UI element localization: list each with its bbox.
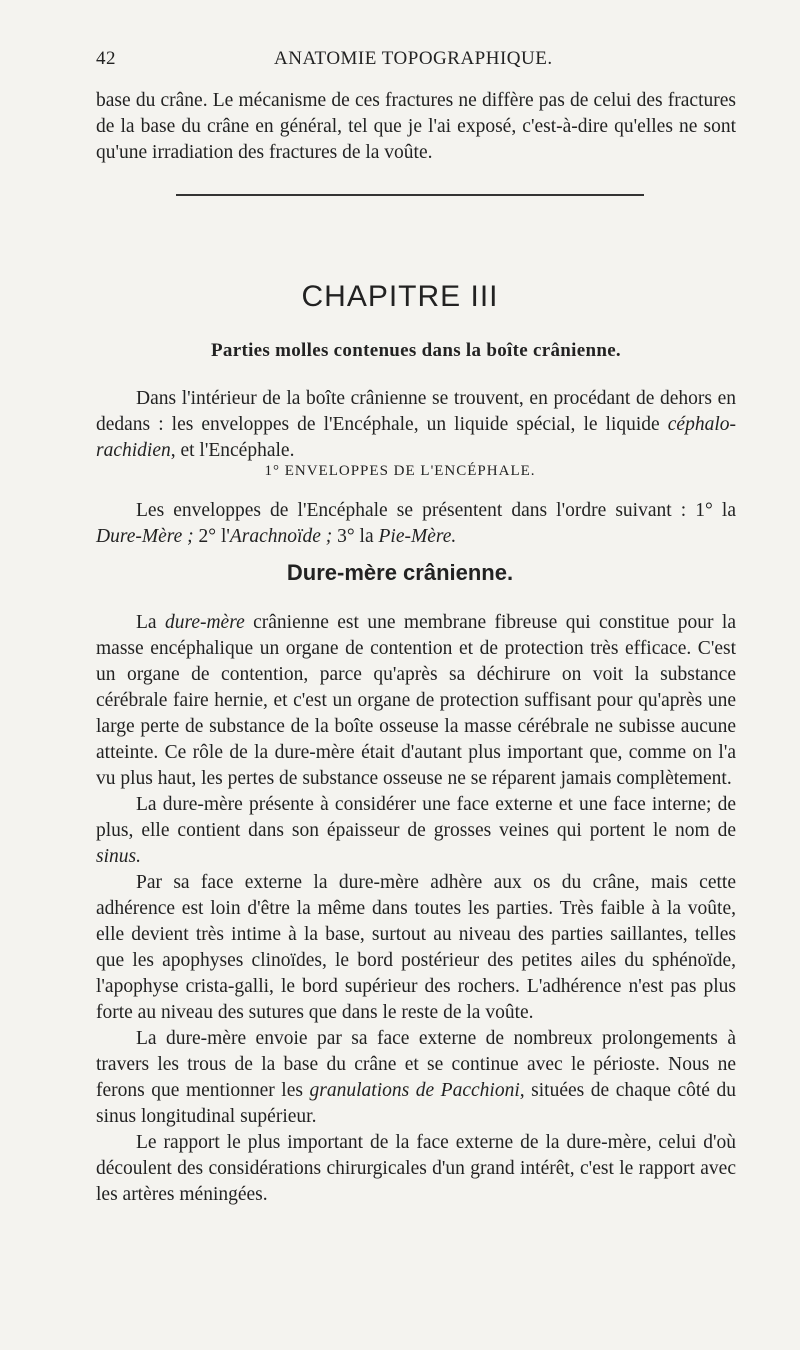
p2-text-a: Les enveloppes de l'Encéphale se présentent dans l'ordre suivant : 1° la	[136, 500, 736, 521]
p6-italic: granulations de Pacchioni,	[309, 1080, 525, 1101]
paragraph-3	[96, 610, 736, 792]
running-title: ANATOMIE TOPOGRAPHIQUE.	[274, 48, 553, 69]
p2-italic-1: Dure-Mère ;	[96, 526, 194, 547]
chapter-subtitle: Parties molles contenues dans la boîte crânienne.	[211, 340, 621, 361]
p2-italic-3: Pie-Mère.	[378, 526, 457, 547]
p4-text-a: La dure-mère présente à considérer une face externe et une face interne; de plus, elle contient dans son épaisseur de grosses veines qui portent le nom de	[96, 794, 736, 841]
section-title: 1° ENVELOPPES DE L'ENCÉPHALE.	[264, 463, 536, 479]
body-text	[96, 610, 736, 1208]
paragraph-4	[96, 792, 736, 870]
section-heading: Dure-mère crânienne.	[286, 560, 514, 585]
paragraph-6	[96, 1026, 736, 1130]
p2-italic-2: Arachnoïde ;	[229, 526, 333, 547]
paragraph-5: Par sa face externe la dure-mère adhère aux os du crâne, mais cette adhérence est loin d'être la même dans toutes les parties. Très faible à la voûte, elle devient très intime à la base, surtout au niveau des parties saillantes, telles que les apophyses clinoïdes, le bord postérieur des petites ailes du sphénoïde, l'apophyse crista-galli, le bord supérieur des rochers. L'adhérence n'est pas plus forte au niveau des sutures que dans le reste de la voûte.	[96, 872, 736, 1023]
paragraph-2	[96, 498, 736, 550]
page-number: 42	[96, 48, 116, 69]
intro-paragraph	[96, 88, 736, 166]
p3-text-a: La	[136, 612, 165, 633]
section-divider	[176, 194, 644, 196]
paragraph-1	[96, 386, 736, 464]
p2-text-b: 2° l'	[193, 526, 230, 547]
p1-italic: céphalo-rachidien	[96, 414, 736, 461]
p6-text-b: situées de chaque côté du sinus longitudinal supérieur.	[96, 1080, 736, 1127]
p6-text-a: La dure-mère envoie par sa face externe de nombreux prolongements à travers les trous de la base du crâne et se continue avec le périoste. Nous ne ferons que mentionner les	[96, 1028, 736, 1101]
p3-italic: dure-mère	[164, 612, 245, 633]
p2-text-c: 3° la	[332, 526, 379, 547]
paragraph-7: Le rapport le plus important de la face externe de la dure-mère, celui d'où découlent des considérations chirurgicales d'un grand intérêt, c'est le rapport avec les artères méningées.	[96, 1132, 736, 1205]
p1-text-a: Dans l'intérieur de la boîte crânienne se trouvent, en procédant de dehors en dedans : les enveloppes de l'Encéphale, un liquide spécial, le liquide	[96, 388, 736, 435]
intro-text: base du crâne. Le mécanisme de ces fractures ne diffère pas de celui des fractures de la base du crâne en général, tel que je l'ai exposé, c'est-à-dire qu'elles ne sont qu'une irradiation des fractures de la voûte.	[96, 90, 736, 163]
p3-text-b: crânienne est une membrane fibreuse qui constitue pour la masse encéphalique un organe de contention et de protection très efficace. C'est un organe de contention, parce qu'après sa déchirure on voit la substance cérébrale faire hernie, et c'est un organe de protection suffisant pour qu'après une large perte de substance de la boîte osseuse la masse cérébrale ne subisse aucune atteinte. Ce rôle de la dure-mère était d'autant plus important que, comme on l'a vu plus haut, les pertes de substance osseuse ne se réparent jamais complètement.	[96, 612, 736, 789]
p1-text-b: , et l'Encéphale.	[170, 440, 295, 461]
p4-italic: sinus.	[96, 846, 141, 867]
chapter-title: CHAPITRE III	[301, 280, 499, 313]
